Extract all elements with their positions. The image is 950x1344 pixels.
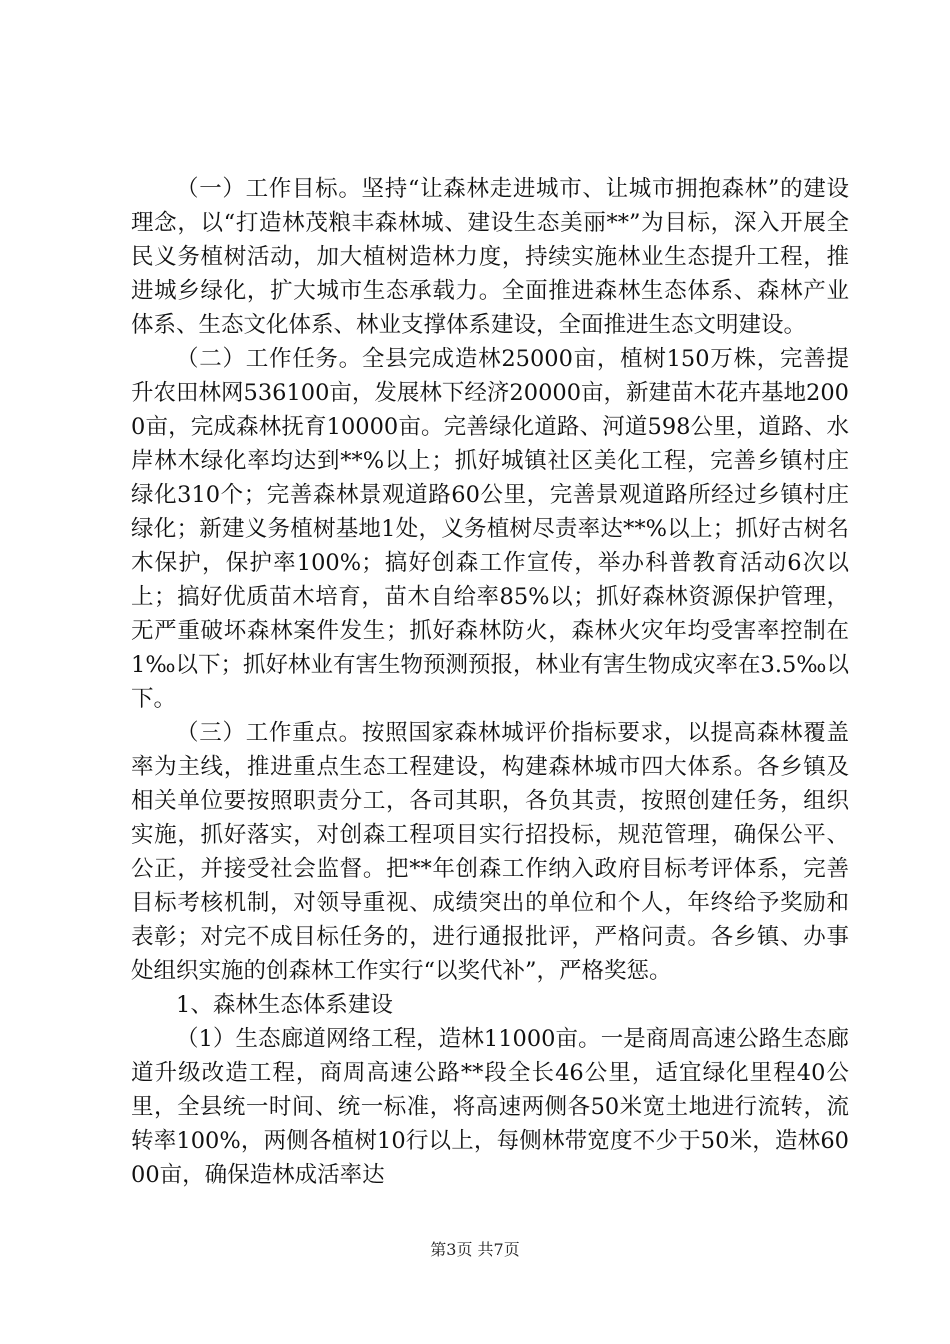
paragraph-ecological-corridor: （1）生态廊道网络工程，造林11000亩。一是商周高速公路生态廊道升级改造工程，商周高速公路**段全长46公里，适宜绿化里程40公里，全县统一时间、统一标准，将高速两侧各50米宽土地进行流转，流转率100%，两侧各植树10行以上，每侧林带宽度不少于50米，造林6000亩，确保造林成活率达 [131, 1026, 849, 1188]
document-body [131, 172, 849, 1192]
paragraph-work-focus: （三）工作重点。按照国家森林城评价指标要求，以提高森林覆盖率为主线，推进重点生态工程建设，构建森林城市四大体系。各乡镇及相关单位要按照职责分工，各司其职，各负其责，按照创建任务，组织实施，抓好落实，对创森工程项目实行招投标，规范管理，确保公平、公正，并接受社会监督。把**年创森工作纳入政府目标考评体系，完善目标考核机制，对领导重视、成绩突出的单位和个人，年终给予奖励和表彰；对完不成目标任务的，进行通报批评，严格问责。各乡镇、办事处组织实施的创森林工作实行“以奖代补”，严格奖惩。 [131, 720, 849, 984]
section-heading: 1、森林生态体系建设 [176, 992, 393, 1018]
paragraph-work-goals: （一）工作目标。坚持“让森林走进城市、让城市拥抱森林”的建设理念，以“打造林茂粮丰森林城、建设生态美丽**”为目标，深入开展全民义务植树活动，加大植树造林力度，持续实施林业生态提升工程，推进城乡绿化，扩大城市生态承载力。全面推进森林生态体系、森林产业体系、生态文化体系、林业支撑体系建设，全面推进生态文明建设。 [131, 176, 849, 338]
paragraph-work-tasks: （二）工作任务。全县完成造林25000亩，植树150万株，完善提升农田林网536100亩，发展林下经济20000亩，新建苗木花卉基地2000亩，完成森林抚育10000亩。完善绿化道路、河道598公里，道路、水岸林木绿化率均达到**%以上；抓好城镇社区美化工程，完善乡镇村庄绿化310个；完善森林景观道路60公里，完善景观道路所经过乡镇村庄绿化；新建义务植树基地1处，义务植树尽责率达**%以上；抓好古树名木保护，保护率100%；搞好创森工作宣传，举办科普教育活动6次以上；搞好优质苗木培育，苗木自给率85%以；抓好森林资源保护管理，无严重破坏森林案件发生；抓好森林防火，森林火灾年均受害率控制在1‰以下；抓好林业有害生物预测预报，林业有害生物成灾率在3.5‰以下。 [131, 346, 849, 712]
page-number: 第3页 共7页 [430, 1240, 520, 1259]
